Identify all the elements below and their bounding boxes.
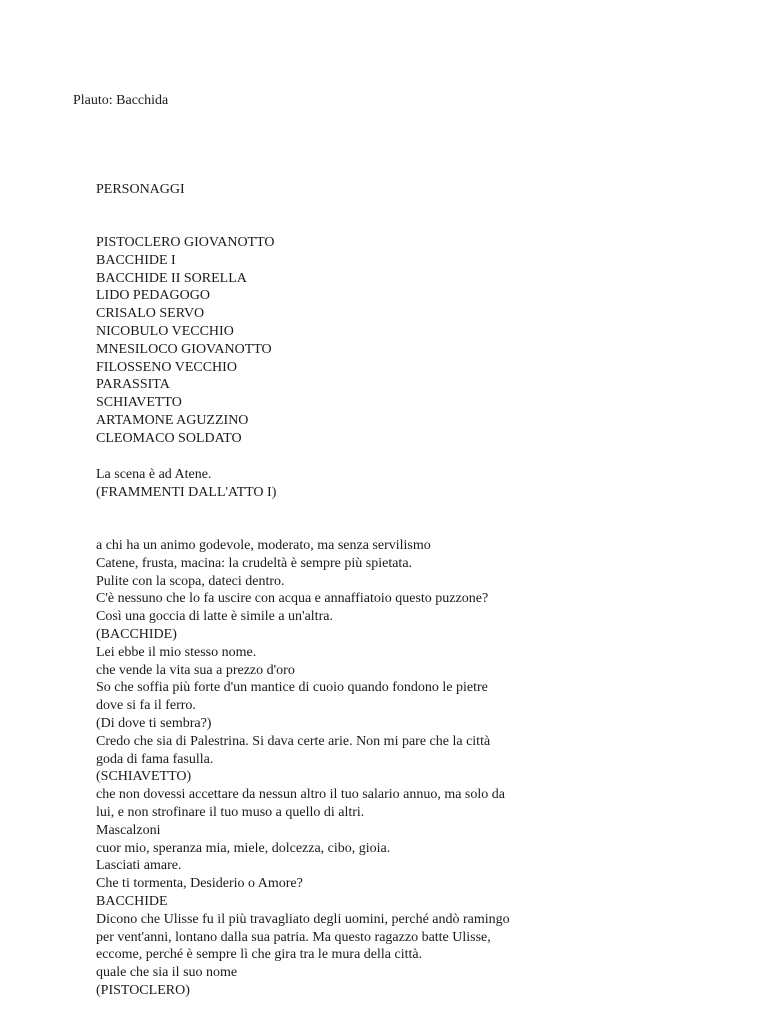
scene-line: (FRAMMENTI DALL'ATTO I) (96, 484, 277, 500)
text-line: dove si fa il ferro. (96, 698, 196, 714)
text-line: (PISTOCLERO) (96, 982, 190, 998)
text-line: eccome, perché è sempre lì che gira tra le mura della città. (96, 947, 423, 963)
text-line: So che soffia più forte d'un mantice di cuoio quando fondono le pietre (96, 680, 488, 696)
text-line: (Di dove ti sembra?) (96, 715, 212, 731)
character-item: FILOSSENO VECCHIO (96, 359, 237, 375)
text-line: Catene, frusta, macina: la crudeltà è sempre più spietata. (96, 555, 413, 571)
scene-description (96, 466, 276, 502)
text-line: Pulite con la scopa, dateci dentro. (96, 573, 285, 589)
text-line: che vende la vita sua a prezzo d'oro (96, 662, 295, 678)
text-line: a chi ha un animo godevole, moderato, ma senza servilismo (96, 538, 431, 553)
text-line: Credo che sia di Palestrina. Si dava certe arie. Non mi pare che la città (96, 733, 491, 749)
text-line: (BACCHIDE) (96, 626, 177, 642)
text-line: BACCHIDE (96, 893, 168, 909)
document-title: Plauto: Bacchida (73, 93, 169, 108)
character-item: BACCHIDE I (96, 252, 176, 268)
text-line: Mascalzoni (96, 822, 161, 838)
character-item: CLEOMACO SOLDATO (96, 430, 242, 446)
text-line: Lasciati amare. (96, 858, 182, 874)
text-line: che non dovessi accettare da nessun altro il tuo salario annuo, ma solo da (96, 787, 505, 803)
scene-line: La scena è ad Atene. (96, 467, 212, 482)
character-item: PISTOCLERO GIOVANOTTO (96, 235, 275, 250)
character-item: CRISALO SERVO (96, 306, 205, 322)
play-text (96, 537, 510, 1000)
character-item: LIDO PEDAGOGO (96, 288, 210, 304)
character-item: SCHIAVETTO (96, 395, 182, 411)
text-line: goda di fama fasulla. (96, 751, 214, 767)
text-line: lui, e non strofinare il tuo muso a quello di altri. (96, 804, 365, 820)
text-line: cuor mio, speranza mia, miele, dolcezza, cibo, gioia. (96, 840, 391, 856)
character-item: PARASSITA (96, 377, 170, 393)
character-item: MNESILOCO GIOVANOTTO (96, 341, 272, 357)
text-line: per vent'anni, lontano dalla sua patria. Ma questo ragazzo batte Ulisse, (96, 929, 491, 945)
text-line: Dicono che Ulisse fu il più travagliato degli uomini, perché andò ramingo (96, 911, 510, 927)
character-item: ARTAMONE AGUZZINO (96, 412, 249, 428)
text-line: Lei ebbe il mio stesso nome. (96, 644, 257, 660)
text-line: Che ti tormenta, Desiderio o Amore? (96, 876, 303, 892)
text-line: Così una goccia di latte è simile a un'altra. (96, 609, 333, 625)
character-list (96, 234, 275, 448)
text-line: (SCHIAVETTO) (96, 769, 192, 785)
character-item: NICOBULO VECCHIO (96, 323, 234, 339)
text-line: C'è nessuno che lo fa uscire con acqua e annaffiatoio questo puzzone? (96, 591, 489, 607)
section-heading-personaggi: PERSONAGGI (96, 182, 185, 197)
text-line: quale che sia il suo nome (96, 965, 238, 981)
character-item: BACCHIDE II SORELLA (96, 270, 247, 286)
